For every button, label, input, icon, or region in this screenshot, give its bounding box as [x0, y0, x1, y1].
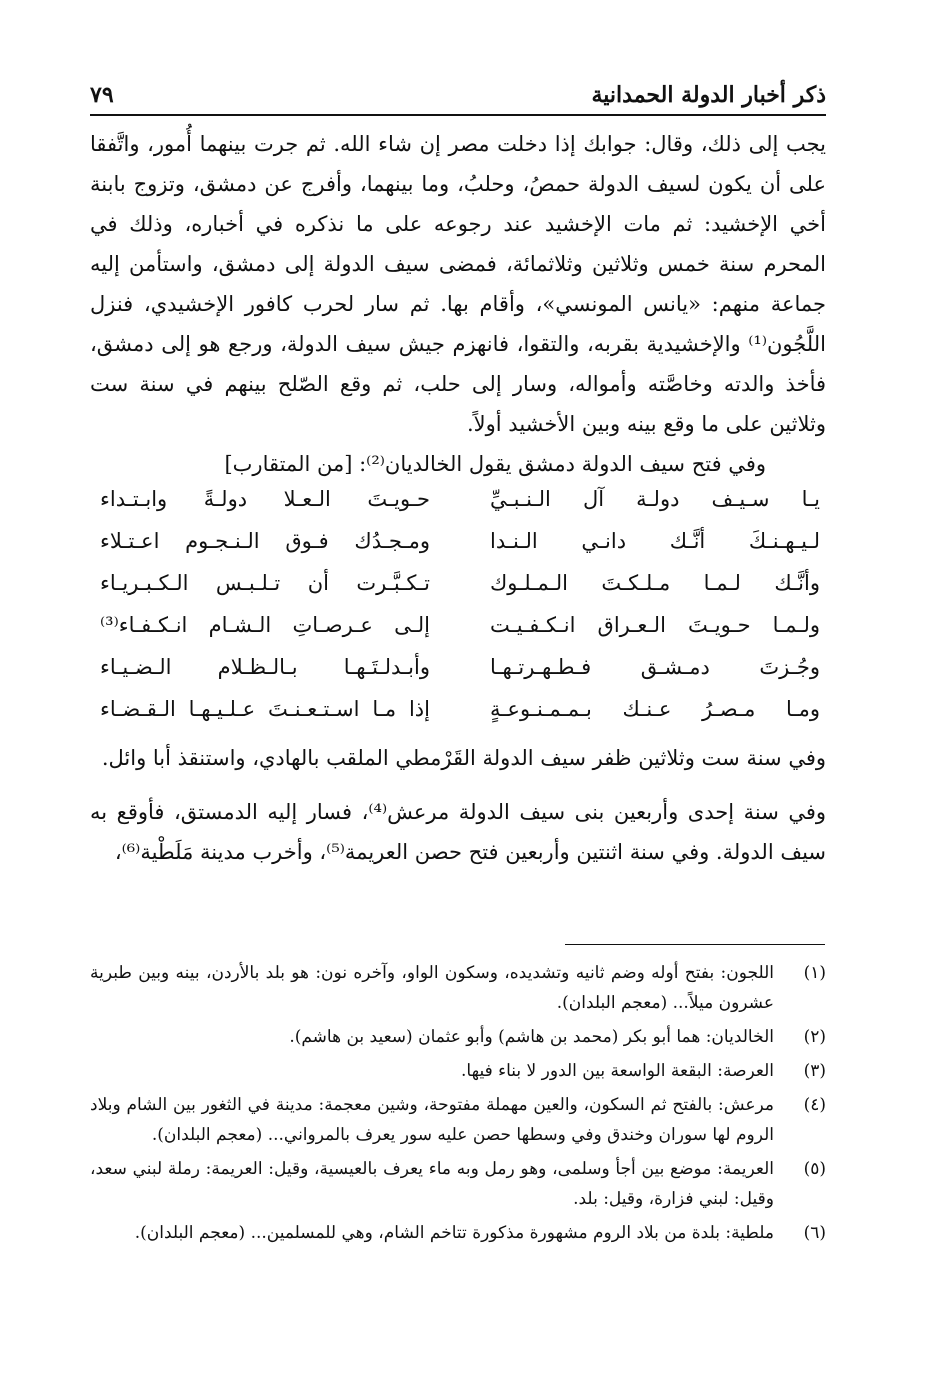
- continuation-text: [90, 738, 826, 872]
- verse: [100, 688, 820, 730]
- hemistich-right: وجُـزتَ دمـشـق فـطـهـرتـهـا: [490, 655, 820, 679]
- footnotes: [90, 958, 826, 1252]
- header-rule: [90, 114, 826, 116]
- footnote-number: (٣): [803, 1061, 826, 1081]
- paragraph: وفي سنة ست وثلاثين ظفر سيف الدولة القَرْمطي الملقب بالهادي، واستنقذ أبا وائل.: [101, 746, 826, 770]
- footnote-text: العريمة: موضع بين أجأ وسلمى، وهو رمل وبه ماء يعرف بالعيسية، وقيل: العريمة: رملة لبني سعد، وقيل: لبني فزارة، وقيل: بلد.: [90, 1159, 774, 1209]
- footnote: [90, 1022, 826, 1052]
- hemistich-right: وأنَّـك لـمـا مـلـكـتَ الـمـلـوك: [490, 571, 820, 595]
- hemistich-left: حـويـتَ الـعـلا دولـةً وابـتـداء: [100, 487, 430, 511]
- footnote-text: العرصة: البقعة الواسعة بين الدور لا بناء فيها.: [461, 1061, 774, 1081]
- footnote-number: (٤): [803, 1095, 826, 1115]
- footnote-rule: [565, 944, 825, 945]
- footnote-number: (٢): [803, 1027, 826, 1047]
- footnote: [90, 1056, 826, 1086]
- paragraph-gap: [90, 778, 826, 792]
- page-header: [90, 78, 826, 118]
- verse: [100, 478, 820, 520]
- footnote-number: (١): [803, 963, 826, 983]
- hemistich-right: يـا سـيـف دولـة آل الـنـبـيِّ: [490, 487, 820, 511]
- footnote-number: (٦): [803, 1223, 826, 1243]
- footnote-text: ملطية: بلدة من بلاد الروم مشهورة مذكورة تتاخم الشام، وهي للمسلمين... (معجم البلدان).: [134, 1223, 774, 1243]
- footnote-number: (٥): [803, 1159, 826, 1179]
- footnote-text: الخالديان: هما أبو بكر (محمد بن هاشم) وأبو عثمان (سعيد بن هاشم).: [289, 1027, 774, 1047]
- poem-intro: وفي فتح سيف الدولة دمشق يقول الخالديان⁽²⁾: [من المتقارب]: [224, 452, 766, 476]
- hemistich-left: إلـى عـرصـاتِ الـشـام انـكـفـاء⁽³⁾: [100, 613, 430, 637]
- verse: [100, 646, 820, 688]
- paragraph: يجب إلى ذلك، وقال: جوابك إذا دخلت مصر إن شاء الله. ثم جرت بينهما أُمور، واتَّفقا على أن يكون لسيف الدولة حمصُ، وحلبُ، وما بينهما، وأفرج عن دمشق، وتزوج بابنة أخي الإخشيد: ثم مات الإخشيد عند رجوعه على ما نذكره في أخباره، وذلك في المحرم سنة خمس وثلاثين وثلاثمائة، فمضى سيف الدولة إلى دمشق، واستأمن إليه جماعة منهم: «يانس المونسي»، وأقام بها. ثم سار لحرب كافور الإخشيدي، فنزل اللَّجُون⁽¹⁾ والإخشيدية بقربه، والتقوا، فانهزم جيش سيف الدولة، ورجع هو إلى دمشق، فأخذ والدته وخاصَّته وأمواله، وسار إلى حلب، ثم وقع الصّلح بينهم في سنة ست وثلاثين على ما وقع بينه وبين الأخشيد أولاً.: [90, 132, 826, 436]
- footnote: [90, 1090, 826, 1150]
- verse: [100, 520, 820, 562]
- running-title: ذكر أخبار الدولة الحمدانية: [591, 82, 826, 108]
- footnote-text: اللجون: بفتح أوله وضم ثانيه وتشديده، وسكون الواو، وآخره نون: هو بلد بالأردن، بينه وبين طبرية عشرون ميلاً... (معجم البلدان).: [90, 963, 774, 1013]
- verse: [100, 562, 820, 604]
- page-number: ٧٩: [90, 82, 114, 108]
- hemistich-left: تـكـبَّـرت أن تـلـبـس الـكـبـريـاء: [100, 571, 430, 595]
- footnote: [90, 1154, 826, 1214]
- hemistich-left: ومـجـدُك فـوق الـنـجـوم اعـتـلاء: [100, 529, 430, 553]
- footnote: [90, 958, 826, 1018]
- poem: [100, 478, 820, 730]
- hemistich-right: ولـمـا حـويـتَ الـعـراق انـكـفـيـت: [490, 613, 820, 637]
- hemistich-right: لـيـهـنـكَ أنَّـك دانـي الـنـدا: [490, 529, 820, 553]
- footnote-text: مرعش: بالفتح ثم السكون، والعين مهملة مفتوحة، وشين معجمة: مدينة في الثغور بين الشام وبلاد الروم لها سوران وخندق وفي وسطها حصن عليه سور يعرف بالمرواني... (معجم البلدان).: [90, 1095, 774, 1145]
- hemistich-left: إذا مـا اسـتـعـنـتَ عـلـيـهـا الـقـضـاء: [100, 697, 430, 721]
- main-text: [90, 124, 826, 484]
- footnote: [90, 1218, 826, 1248]
- paragraph: وفي سنة إحدى وأربعين بنى سيف الدولة مرعش⁽⁴⁾، فسار إليه الدمستق، فأوقع به سيف الدولة. وفي سنة اثنتين وأربعين فتح حصن العريمة⁽⁵⁾، وأخرب مدينة مَلَطْية⁽⁶⁾،: [90, 800, 827, 864]
- hemistich-left: وأبـدلـتَـهـا بـالـظـلام الـضـيـاء: [100, 655, 430, 679]
- verse: [100, 604, 820, 646]
- hemistich-right: ومـا مـصـرُ عـنـك بـمـمـنـوعـةٍ: [490, 697, 820, 721]
